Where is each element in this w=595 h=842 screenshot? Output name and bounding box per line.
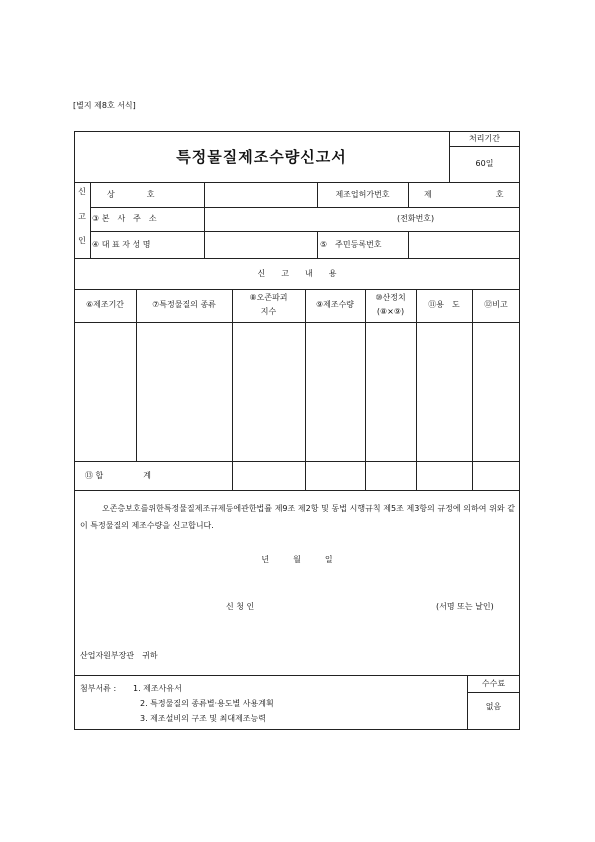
address-label: ③ 본 사 주 소 bbox=[92, 214, 157, 223]
address-field[interactable] bbox=[205, 208, 519, 230]
col-calculated-value-1: ⑩산정치 bbox=[375, 293, 406, 302]
col-usage: ⑪용 도 bbox=[428, 300, 460, 309]
permit-number-field[interactable]: 제 호 bbox=[424, 190, 504, 199]
rule-total-top bbox=[74, 461, 520, 462]
representative-name-field[interactable] bbox=[205, 232, 316, 257]
recipient-label: 산업자원부장관 귀하 bbox=[80, 651, 158, 660]
report-entry-area[interactable] bbox=[75, 323, 519, 460]
declaration-text: 오존층보호를위한특정물질제조규제등에관한법률 제9조 제2항 및 동법 시행규칙 제5조 제3항의 규정에 의하여 위와 같이 특정물질의 제조수량을 신고합니다. bbox=[80, 504, 515, 530]
rule-side-label bbox=[90, 182, 91, 258]
processing-period-value: 60일 bbox=[475, 159, 494, 168]
col-ozone-depletion-2: 지수 bbox=[260, 307, 277, 316]
col-manufacture-period: ⑥제조기간 bbox=[85, 300, 125, 309]
resident-number-field[interactable] bbox=[409, 232, 519, 257]
applicant-side-char-1: 신 bbox=[78, 187, 86, 196]
col-substance-type: ⑦특정물질의 종류 bbox=[152, 300, 216, 309]
fee-label: 수수료 bbox=[481, 679, 506, 688]
rule-attachments-top bbox=[74, 675, 520, 676]
rule-section-bottom bbox=[74, 289, 520, 290]
processing-period-label: 처리기간 bbox=[469, 134, 500, 143]
signature-note: (서명 또는 날인) bbox=[436, 602, 494, 611]
form-reference: [별지 제8호 서식] bbox=[73, 101, 136, 110]
form-title: 특정물질제조수량신고서 bbox=[176, 148, 347, 166]
resident-number-label: ⑤ 주민등록번호 bbox=[320, 240, 382, 249]
rule-resident-left bbox=[317, 231, 318, 258]
representative-name-label: ④ 대 표 자 성 명 bbox=[92, 240, 151, 249]
applicant-signature-label: 신 청 인 bbox=[226, 602, 255, 611]
report-content-label: 신 고 내 용 bbox=[257, 269, 337, 278]
phone-label: (전화번호) bbox=[397, 214, 435, 223]
col-manufacture-quantity: ⑨제조수량 bbox=[315, 300, 355, 309]
rule-processing bbox=[449, 146, 520, 147]
attachment-item-2: 2. 특정물질의 종류별·용도별 사용계획 bbox=[140, 699, 274, 708]
company-name-label: 상 호 bbox=[107, 190, 155, 199]
rule-fee bbox=[467, 692, 520, 693]
attachment-item-3: 3. 제조설비의 구조 및 최대제조능력 bbox=[140, 714, 266, 723]
col-remarks: ⑫비고 bbox=[484, 300, 508, 309]
col-ozone-depletion-1: ⑧오존파괴 bbox=[249, 293, 288, 302]
total-label: ⑬ 합 계 bbox=[85, 471, 151, 480]
applicant-side-char-3: 인 bbox=[78, 236, 86, 245]
rule-total-bottom bbox=[74, 490, 520, 491]
attachments-prefix: 첨부서류 : bbox=[80, 684, 117, 693]
attachment-item-1: 1. 제조사유서 bbox=[133, 684, 182, 693]
rule-applicant-bottom bbox=[74, 258, 520, 259]
company-name-field[interactable] bbox=[205, 183, 316, 206]
declaration-date: 년 월 일 bbox=[261, 555, 333, 564]
applicant-side-char-2: 고 bbox=[78, 212, 86, 221]
permit-number-label: 제조업허가번호 bbox=[335, 190, 390, 199]
rule-permit-right bbox=[408, 182, 409, 207]
fee-value: 없음 bbox=[485, 702, 502, 711]
col-calculated-value-2: (⑧×⑨) bbox=[376, 307, 405, 316]
